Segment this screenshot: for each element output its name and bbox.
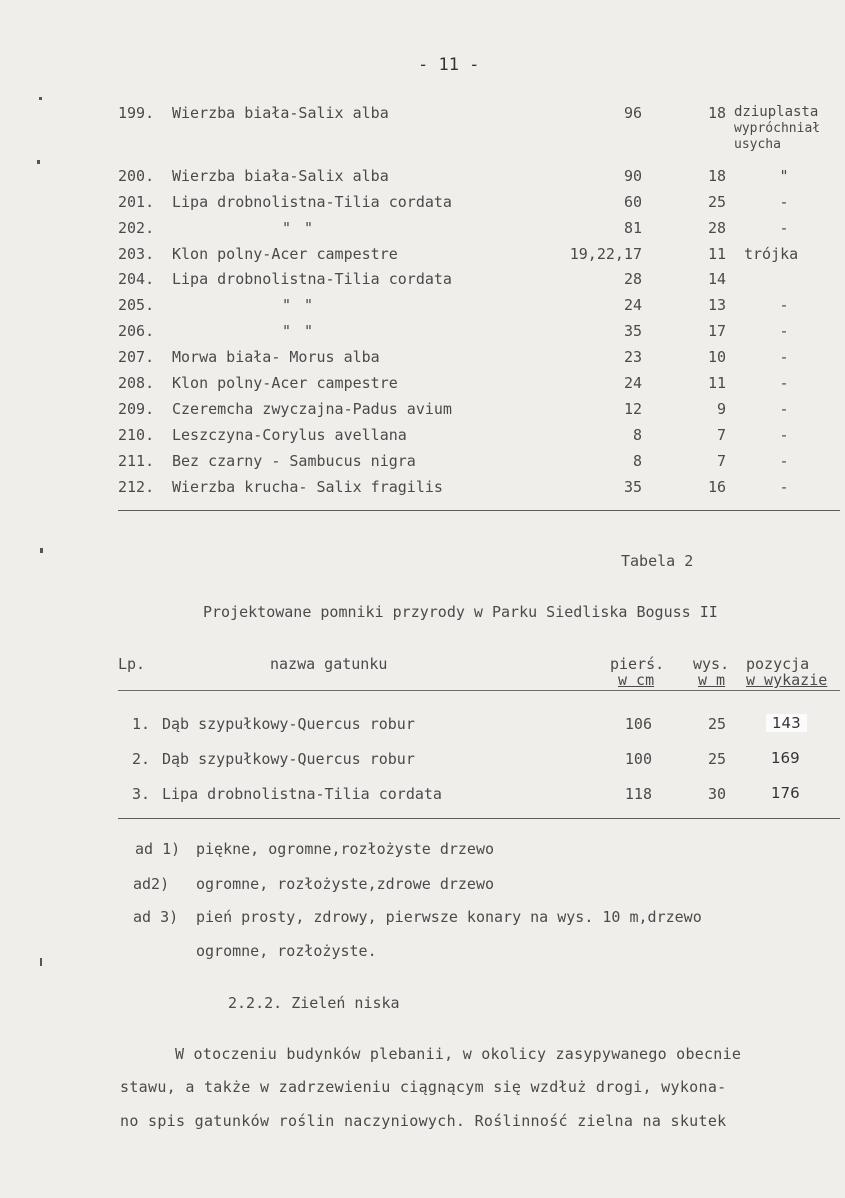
- species-name: Klon polny-Acer campestre: [172, 245, 398, 263]
- remark-cell: trójka: [744, 245, 799, 263]
- paragraph-line: no spis gatunków roślin naczyniowych. Roślinność zielna na skutek: [120, 1112, 727, 1130]
- paragraph-line: stawu, a także w zadrzewieniu ciągnącym się wzdłuż drogi, wykona-: [120, 1078, 727, 1096]
- header-diameter: pierś.: [610, 655, 665, 673]
- remark-cell: -: [779, 193, 789, 211]
- table2-caption: Tabela 2: [621, 552, 694, 570]
- row-number: 210.: [118, 426, 155, 444]
- diameter-cell: 35: [623, 322, 642, 340]
- note-text: piękne, ogromne,rozłożyste drzewo: [196, 840, 495, 858]
- height-cell: 25: [707, 193, 726, 211]
- diameter-cell: 12: [623, 400, 642, 418]
- height-cell: 17: [707, 322, 726, 340]
- row-number: 202.: [118, 219, 155, 237]
- height-cell: 25: [707, 750, 726, 768]
- row-number: 206.: [118, 322, 155, 340]
- height-cell: 18: [707, 167, 726, 185]
- height-cell: 7: [716, 452, 726, 470]
- note-text: ogromne, rozłożyste,zdrowe drzewo: [196, 875, 495, 893]
- species-name: Wierzba biała-Salix alba: [172, 167, 389, 185]
- row-number: 211.: [118, 452, 155, 470]
- position-cell: 169: [771, 749, 800, 767]
- species-name: Lipa drobnolistna-Tilia cordata: [172, 193, 452, 211]
- table1-bottom-rule: [118, 510, 840, 511]
- height-cell: 13: [707, 296, 726, 314]
- height-cell: 28: [707, 219, 726, 237]
- species-name: Klon polny-Acer campestre: [172, 374, 398, 392]
- diameter-cell: 118: [624, 785, 652, 803]
- row-number: 2.: [132, 750, 151, 768]
- scan-speck: [40, 958, 42, 966]
- species-name: Dąb szypułkowy-Quercus robur: [162, 715, 415, 733]
- row-number: 212.: [118, 478, 155, 496]
- diameter-cell: 19,22,17: [569, 245, 642, 263]
- position-cell: 176: [771, 784, 800, 802]
- height-cell: 30: [707, 785, 726, 803]
- remark-cell: -: [779, 478, 789, 496]
- diameter-cell: 90: [623, 167, 642, 185]
- row-number: 208.: [118, 374, 155, 392]
- remark-cell: -: [779, 374, 789, 392]
- header-height: wys.: [693, 655, 730, 673]
- height-cell: 7: [716, 426, 726, 444]
- remark-cell: dziuplasta: [734, 104, 819, 120]
- remark-cell-line2: wypróchniał: [734, 121, 821, 136]
- height-cell: 25: [707, 715, 726, 733]
- note-label: ad 1): [135, 840, 181, 858]
- height-cell: 16: [707, 478, 726, 496]
- species-name: Morwa biała- Morus alba: [172, 348, 380, 366]
- position-cell: 143: [766, 714, 807, 732]
- remark-cell: -: [779, 219, 789, 237]
- remark-cell: -: [779, 348, 789, 366]
- row-number: 200.: [118, 167, 155, 185]
- header-diameter-unit: w cm: [618, 671, 655, 689]
- header-name: nazwa gatunku: [270, 655, 388, 673]
- species-name: Lipa drobnolistna-Tilia cordata: [162, 785, 442, 803]
- scan-speck: [39, 97, 42, 100]
- header-height-unit: w m: [698, 671, 726, 689]
- table2-bottom-rule: [118, 818, 840, 819]
- height-cell: 11: [707, 374, 726, 392]
- note-label: ad2): [133, 875, 170, 893]
- species-name: " ": [282, 322, 316, 340]
- remark-cell-line3: usycha: [734, 137, 781, 152]
- row-number: 1.: [132, 715, 151, 733]
- table2-header-rule: [118, 690, 840, 691]
- remark-cell: ": [779, 167, 789, 185]
- row-number: 205.: [118, 296, 155, 314]
- row-number: 201.: [118, 193, 155, 211]
- scan-speck: [37, 160, 40, 164]
- species-name: Czeremcha zwyczajna-Padus avium: [172, 400, 452, 418]
- diameter-cell: 24: [623, 374, 642, 392]
- diameter-cell: 8: [632, 426, 642, 444]
- remark-cell: -: [779, 426, 789, 444]
- header-lp: Lp.: [118, 655, 146, 673]
- section-heading: 2.2.2. Zieleń niska: [228, 994, 400, 1012]
- height-cell: 18: [707, 104, 726, 122]
- row-number: 3.: [132, 785, 151, 803]
- row-number: 207.: [118, 348, 155, 366]
- note-label: ad 3): [133, 908, 179, 926]
- species-name: Bez czarny - Sambucus nigra: [172, 452, 416, 470]
- page-number: - 11 -: [418, 55, 480, 75]
- row-number: 204.: [118, 270, 155, 288]
- header-position: pozycja: [746, 655, 810, 673]
- diameter-cell: 8: [632, 452, 642, 470]
- species-name: " ": [282, 219, 316, 237]
- species-name: Wierzba biała-Salix alba: [172, 104, 389, 122]
- diameter-cell: 24: [623, 296, 642, 314]
- height-cell: 9: [716, 400, 726, 418]
- header-position-sub: w wykazie: [746, 671, 828, 689]
- row-number: 209.: [118, 400, 155, 418]
- note-text: pień prosty, zdrowy, pierwsze konary na wys. 10 m,drzewo: [196, 908, 702, 926]
- scan-speck: [40, 548, 43, 553]
- remark-cell: -: [779, 400, 789, 418]
- diameter-cell: 60: [623, 193, 642, 211]
- species-name: Wierzba krucha- Salix fragilis: [172, 478, 443, 496]
- remark-cell: -: [779, 452, 789, 470]
- height-cell: 14: [707, 270, 726, 288]
- diameter-cell: 28: [623, 270, 642, 288]
- note-text-continued: ogromne, rozłożyste.: [196, 942, 377, 960]
- diameter-cell: 100: [624, 750, 652, 768]
- row-number: 203.: [118, 245, 155, 263]
- diameter-cell: 35: [623, 478, 642, 496]
- height-cell: 10: [707, 348, 726, 366]
- diameter-cell: 81: [623, 219, 642, 237]
- remark-cell: -: [779, 322, 789, 340]
- species-name: Leszczyna-Corylus avellana: [172, 426, 407, 444]
- row-number: 199.: [118, 104, 155, 122]
- height-cell: 11: [707, 245, 726, 263]
- table2-title: Projektowane pomniki przyrody w Parku Siedliska Boguss II: [203, 603, 718, 621]
- species-name: Dąb szypułkowy-Quercus robur: [162, 750, 415, 768]
- species-name: " ": [282, 296, 316, 314]
- diameter-cell: 23: [623, 348, 642, 366]
- species-name: Lipa drobnolistna-Tilia cordata: [172, 270, 452, 288]
- paragraph-line: W otoczeniu budynków plebanii, w okolicy zasypywanego obecnie: [175, 1045, 742, 1063]
- diameter-cell: 106: [624, 715, 652, 733]
- remark-cell: -: [779, 296, 789, 314]
- diameter-cell: 96: [623, 104, 642, 122]
